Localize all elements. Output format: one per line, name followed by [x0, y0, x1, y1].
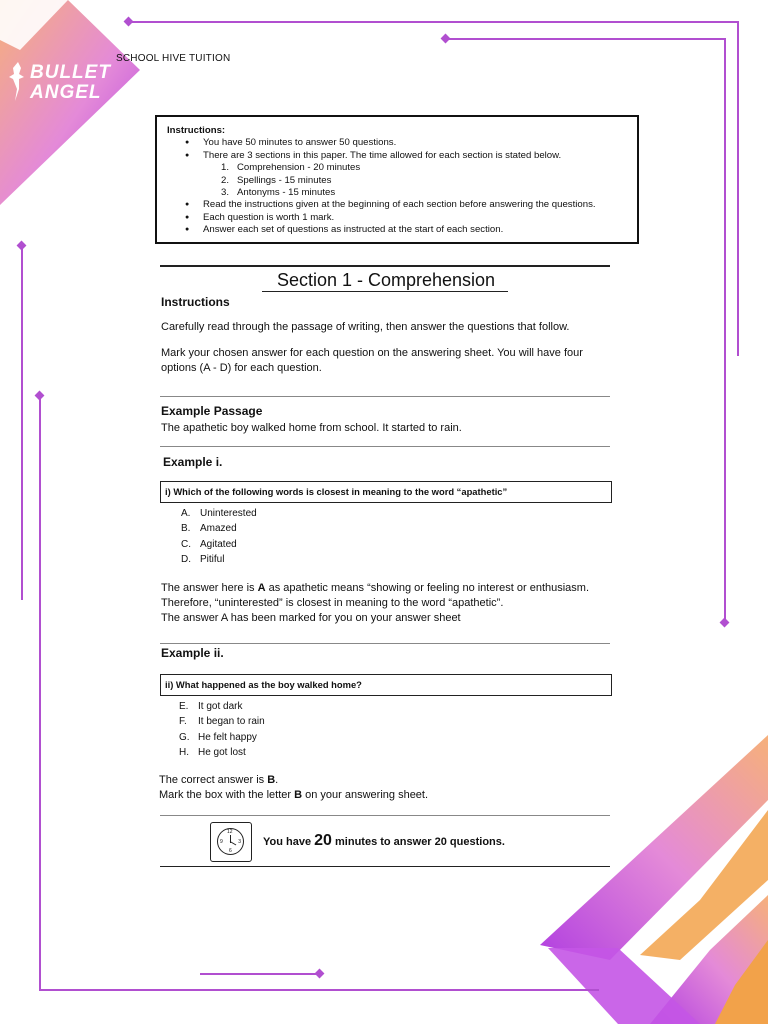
- example-2-question: ii) What happened as the boy walked home?: [160, 674, 612, 696]
- section-time-item: 2. Spellings - 15 minutes: [221, 174, 332, 186]
- frame-line-bottom: [39, 989, 599, 991]
- frame-line-right-inner: [724, 38, 726, 623]
- passage-text: The apathetic boy walked home from school. It started to rain.: [161, 422, 462, 434]
- option-item: H. He got lost: [179, 746, 246, 758]
- instructions-paragraph-2: Mark your chosen answer for each question on the answering sheet. You will have four options (A - D) for each question.: [161, 347, 583, 374]
- angel-figure-icon: [8, 60, 28, 104]
- divider: [262, 291, 508, 292]
- frame-line-top: [128, 21, 738, 23]
- option-item: F. It began to rain: [179, 716, 265, 728]
- instructions-title: Instructions:: [167, 125, 226, 136]
- section-time-item: 1. Comprehension - 20 minutes: [221, 162, 361, 174]
- instruction-item: ● Answer each set of questions as instructed at the start of each section.: [167, 224, 637, 236]
- instructions-box: [155, 115, 639, 244]
- instructions-heading: Instructions: [161, 295, 230, 309]
- option-item: B. Amazed: [181, 523, 237, 535]
- divider: [160, 446, 610, 447]
- school-name: SCHOOL HIVE TUITION: [116, 53, 231, 64]
- section-title: Section 1 - Comprehension: [276, 270, 496, 290]
- example-2-explanation: The correct answer is B. Mark the box with the letter B on your answering sheet.: [159, 774, 429, 801]
- option-item: C. Agitated: [181, 538, 237, 550]
- stopwatch-icon: [210, 822, 252, 862]
- divider: [160, 396, 610, 397]
- example-1-heading: Example i.: [163, 455, 223, 469]
- option-item: A. Uninterested: [181, 508, 257, 519]
- divider: [160, 643, 610, 644]
- frame-line-bottom-short: [200, 973, 320, 975]
- frame-line-right-outer: [737, 21, 739, 356]
- instructions-list: [167, 137, 637, 236]
- bullet-angel-logo: [8, 58, 111, 104]
- timer-message: You have 20 minutes to answer 20 questions.: [263, 832, 505, 849]
- example-1-explanation: The answer here is A as apathetic means “showing or feeling no interest or enthusiasm. Therefore, “uninterested” is closest in meaning to the word “apathetic”. The answer A has been marked for you on your answer sheet: [161, 582, 590, 624]
- instruction-item: ● There are 3 sections in this paper. The time allowed for each section is stated below.: [167, 150, 637, 162]
- example-1-question: i) Which of the following words is closest in meaning to the word “apathetic”: [160, 481, 612, 503]
- example-2-options: [179, 699, 265, 760]
- option-item: G. He felt happy: [179, 731, 257, 743]
- instruction-item: ● Read the instructions given at the beginning of each section before answering the questions.: [167, 199, 637, 211]
- timer-row: [160, 818, 612, 866]
- section-time-item: 3. Antonyms - 15 minutes: [221, 187, 336, 199]
- instruction-item: ● You have 50 minutes to answer 50 questions.: [167, 137, 637, 149]
- option-item: E. It got dark: [179, 701, 243, 712]
- instructions-paragraph-1: Carefully read through the passage of writing, then answer the questions that follow.: [161, 321, 570, 333]
- clock-face: 12 3 6 9: [217, 828, 244, 855]
- divider: [160, 265, 610, 267]
- divider: [160, 866, 610, 867]
- logo-line-2: ANGEL: [30, 82, 102, 103]
- instruction-item: ● Each question is worth 1 mark.: [167, 212, 637, 224]
- frame-line-left-outer: [39, 395, 41, 990]
- example-1-options: [181, 506, 257, 567]
- logo-line-1: BULLET: [30, 62, 111, 83]
- divider: [160, 815, 610, 816]
- option-item: D. Pitiful: [181, 553, 225, 565]
- example-2-heading: Example ii.: [161, 646, 224, 660]
- frame-line-top-inner: [445, 38, 725, 40]
- frame-line-left-inner: [21, 245, 23, 600]
- passage-heading: Example Passage: [161, 404, 263, 418]
